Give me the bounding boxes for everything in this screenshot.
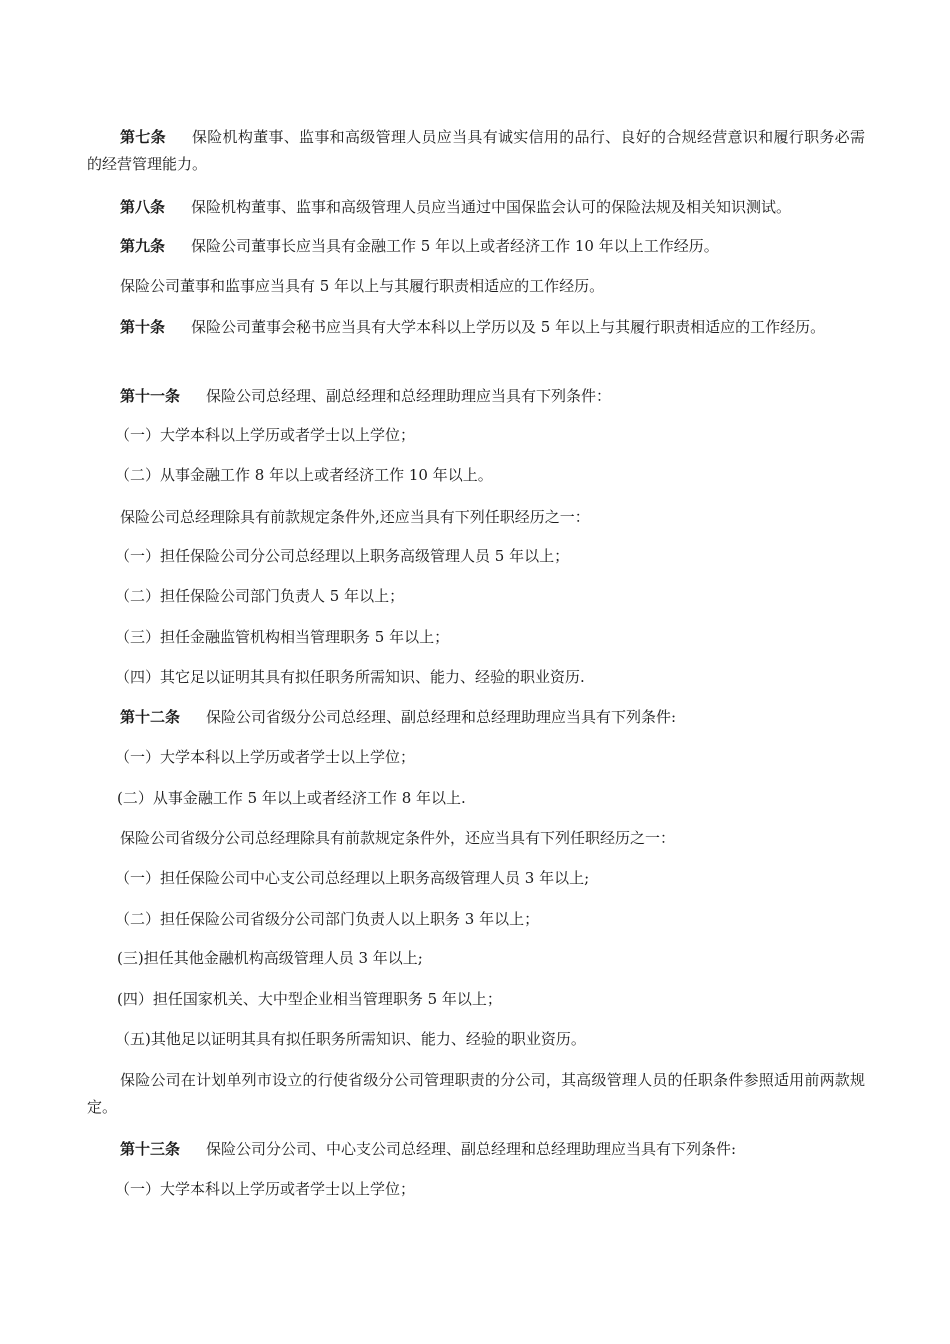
paragraph-text: （二）担任保险公司部门负责人 5 年以上； — [115, 587, 405, 605]
article-number: 第十二条 — [120, 708, 181, 726]
list-item — [87, 422, 865, 449]
paragraph — [87, 314, 865, 341]
list-item — [87, 785, 865, 812]
list-item — [87, 462, 865, 489]
paragraph-text: 保险机构董事、监事和高级管理人员应当通过中国保监会认可的保险法规及相关知识测试。 — [191, 198, 792, 216]
paragraph-text: （四）其它足以证明其具有拟任职务所需知识、能力、经验的职业资历. — [115, 668, 585, 686]
paragraph-text: （一）大学本科以上学历或者学士以上学位； — [115, 1180, 416, 1198]
article-number: 第九条 — [120, 237, 166, 255]
paragraph-text: （三）担任金融监管机构相当管理职务 5 年以上； — [115, 628, 450, 646]
paragraph-text: （二）担任保险公司省级分公司部门负责人以上职务 3 年以上； — [115, 910, 540, 928]
paragraph-text: （一）担任保险公司分公司总经理以上职务高级管理人员 5 年以上； — [115, 547, 570, 565]
article-number: 第十三条 — [120, 1140, 181, 1158]
paragraph-text: （一）担任保险公司中心支公司总经理以上职务高级管理人员 3 年以上; — [115, 869, 590, 887]
paragraph-text: 保险公司总经理、副总经理和总经理助理应当具有下列条件： — [206, 387, 612, 405]
paragraph-text: 保险公司董事和监事应当具有 5 年以上与其履行职责相适应的工作经历。 — [120, 277, 605, 295]
paragraph — [87, 124, 865, 178]
paragraph — [87, 1067, 865, 1121]
list-item — [87, 543, 865, 570]
paragraph-text: 保险公司董事长应当具有金融工作 5 年以上或者经济工作 10 年以上工作经历。 — [191, 237, 719, 255]
list-item — [87, 865, 865, 892]
list-item — [87, 744, 865, 771]
article-number: 第八条 — [120, 198, 166, 216]
article-number: 第七条 — [120, 128, 166, 146]
paragraph — [87, 233, 865, 260]
paragraph-text: (三)担任其他金融机构高级管理人员 3 年以上; — [117, 949, 423, 967]
paragraph-text: （五)其他足以证明其具有拟任职务所需知识、能力、经验的职业资历。 — [115, 1030, 586, 1048]
paragraph-text: 保险公司分公司、中心支公司总经理、副总经理和总经理助理应当具有下列条件: — [206, 1140, 737, 1158]
paragraph — [87, 194, 865, 221]
paragraph-text: (二）从事金融工作 5 年以上或者经济工作 8 年以上. — [117, 789, 466, 807]
paragraph — [87, 273, 865, 300]
paragraph-text: 保险公司省级分公司总经理除具有前款规定条件外，还应当具有下列任职经历之一： — [120, 829, 676, 847]
list-item — [87, 583, 865, 610]
list-item — [87, 1176, 865, 1203]
paragraph — [87, 825, 865, 852]
paragraph-text: 保险机构董事、监事和高级管理人员应当具有诚实信用的品行、良好的合规经营意识和履行职务必需的经营管理能力。 — [87, 128, 865, 173]
paragraph-text: （二）从事金融工作 8 年以上或者经济工作 10 年以上。 — [115, 466, 493, 484]
paragraph-text: （一）大学本科以上学历或者学士以上学位； — [115, 426, 416, 444]
list-item — [87, 986, 865, 1013]
paragraph-text: (四）担任国家机关、大中型企业相当管理职务 5 年以上； — [117, 990, 502, 1008]
list-item — [87, 664, 865, 691]
list-item — [87, 906, 865, 933]
paragraph-text: （一）大学本科以上学历或者学士以上学位； — [115, 748, 416, 766]
paragraph-text: 保险公司董事会秘书应当具有大学本科以上学历以及 5 年以上与其履行职责相适应的工作经历。 — [191, 318, 826, 336]
list-item — [87, 1026, 865, 1053]
list-item — [87, 945, 865, 972]
paragraph — [87, 383, 865, 410]
paragraph-text: 保险公司在计划单列市设立的行使省级分公司管理职责的分公司，其高级管理人员的任职条件参照适用前两款规定。 — [87, 1071, 865, 1116]
list-item — [87, 624, 865, 651]
paragraph — [87, 1136, 865, 1163]
article-number: 第十一条 — [120, 387, 181, 405]
paragraph-text: 保险公司省级分公司总经理、副总经理和总经理助理应当具有下列条件: — [206, 708, 677, 726]
paragraph — [87, 704, 865, 731]
paragraph-text: 保险公司总经理除具有前款规定条件外,还应当具有下列任职经历之一： — [120, 508, 590, 526]
article-number: 第十条 — [120, 318, 166, 336]
paragraph — [87, 504, 865, 531]
